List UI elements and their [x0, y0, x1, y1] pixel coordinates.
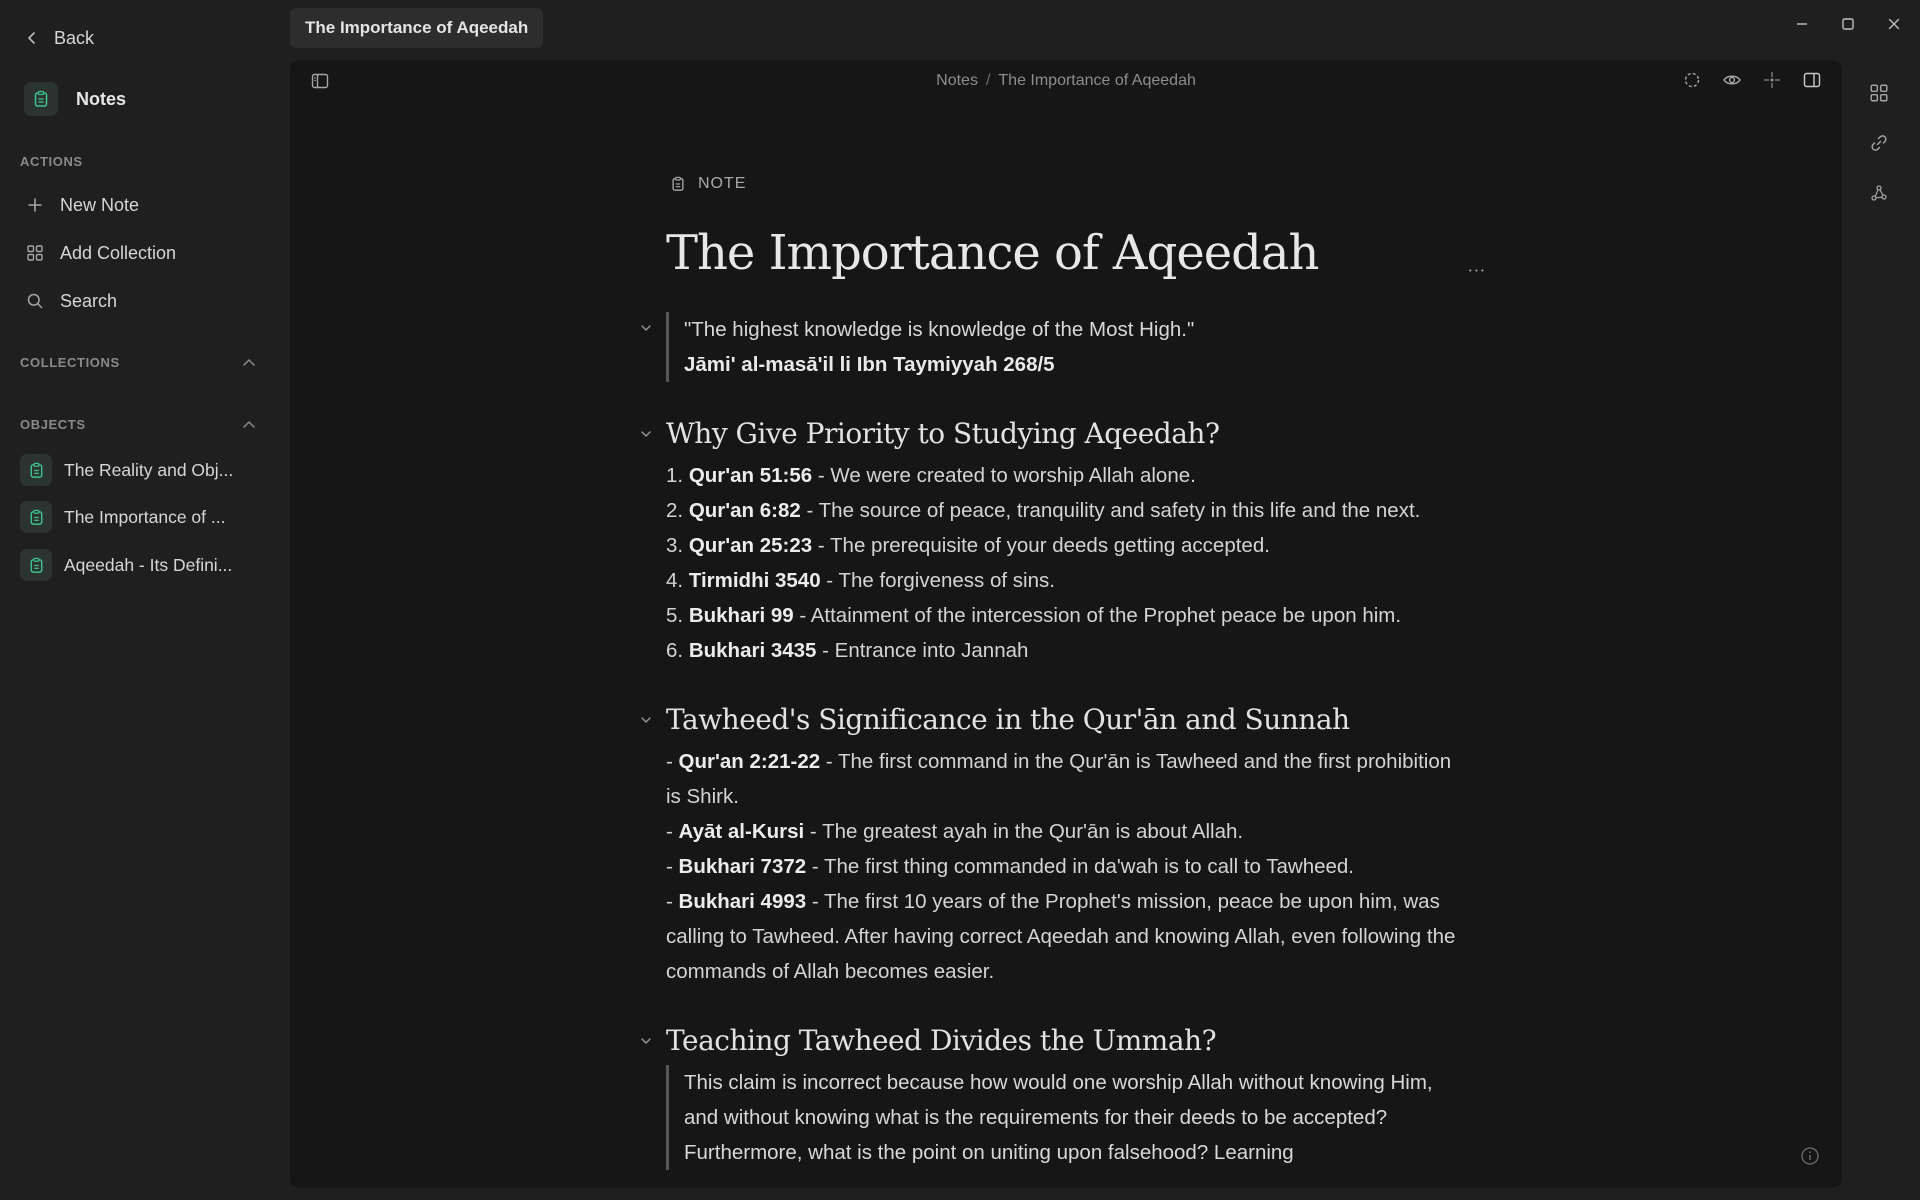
panel-toolbar: [290, 60, 1842, 102]
quote-source: Jāmi' al-masā'il li Ibn Taymiyyah 268/5: [684, 353, 1055, 376]
minimize-icon: [1794, 16, 1810, 32]
section-heading: Why Give Priority to Studying Aqeedah?: [666, 417, 1220, 450]
app-notes-label: Notes: [76, 88, 127, 109]
object-item-label: Aqeedah - Its Defini...: [64, 554, 233, 575]
section-heading: Teaching Tawheed Divides the Ummah?: [666, 1024, 1217, 1057]
note-icon: [20, 454, 52, 486]
search-label: Search: [60, 290, 118, 311]
page-title[interactable]: [666, 218, 1506, 288]
section-tawheed-significance[interactable]: [666, 700, 1506, 989]
backlinks-button[interactable]: [1868, 132, 1890, 154]
numbered-list: [666, 458, 1506, 668]
collections-section-title: COLLECTIONS: [20, 355, 120, 370]
list-item: 2. Qur'an 6:82 - The source of peace, tranquility and safety in this life and the next.: [666, 499, 1421, 522]
right-panel-icon: [1802, 71, 1822, 89]
section-why-priority[interactable]: [666, 414, 1506, 668]
list-item: 1. Qur'an 51:56 - We were created to worship Allah alone.: [666, 464, 1196, 487]
new-note-label: New Note: [60, 194, 140, 215]
close-button[interactable]: [1884, 14, 1904, 34]
quote-block[interactable]: [666, 312, 1506, 382]
quote-text: This claim is incorrect because how would one worship Allah without knowing Him, and without knowing what is the requirements for their deeds to be accepted? Furthermore, what is the point on uniting upon falsehood? Learning: [684, 1071, 1433, 1164]
list-item: 6. Bukhari 3435 - Entrance into Jannah: [666, 639, 1029, 662]
chevron-up-icon[interactable]: [240, 354, 258, 372]
note-icon: [20, 549, 52, 581]
minimize-button[interactable]: [1792, 14, 1812, 34]
right-panel-toggle-button[interactable]: [1802, 70, 1822, 90]
doc-type-label: NOTE: [698, 175, 747, 192]
add-collection-label: Add Collection: [60, 242, 177, 263]
section-heading: Tawheed's Significance in the Qur'ān and Sunnah: [666, 703, 1350, 736]
link-icon: [1869, 133, 1889, 153]
dashed-circle-icon: [1683, 71, 1701, 89]
widgets-button[interactable]: [1868, 82, 1890, 104]
panel-tools: [1682, 70, 1822, 90]
note-icon: [20, 501, 52, 533]
more-options-button[interactable]: ···: [1467, 261, 1486, 280]
close-icon: [1886, 16, 1902, 32]
chevron-down-icon[interactable]: [638, 1033, 654, 1049]
quote: [666, 1065, 1466, 1170]
actions-section-title: ACTIONS: [20, 154, 83, 169]
section-divides-ummah[interactable]: [666, 1021, 1506, 1170]
chevron-left-icon: [24, 30, 40, 46]
list-item: 3. Qur'an 25:23 - The prerequisite of your deeds getting accepted.: [666, 534, 1270, 557]
object-item[interactable]: [20, 499, 256, 535]
grid-icon: [26, 244, 44, 262]
list-item: 5. Bukhari 99 - Attainment of the intercession of the Prophet peace be upon him.: [666, 604, 1402, 627]
chevron-up-icon[interactable]: [240, 416, 258, 434]
graph-icon: [1869, 183, 1889, 203]
notes-app-icon: [24, 82, 58, 116]
breadcrumb-separator: /: [985, 72, 991, 89]
new-note-button[interactable]: [26, 190, 139, 220]
list-item: - Qur'an 2:21-22 - The first command in the Qur'ān is Tawheed and the first prohibition is Shirk.: [666, 750, 1452, 808]
back-label: Back: [54, 27, 95, 48]
chevron-down-icon[interactable]: [638, 712, 654, 728]
preview-button[interactable]: [1722, 70, 1742, 90]
focus-icon: [1763, 71, 1781, 89]
search-icon: [26, 292, 44, 310]
object-item[interactable]: [20, 547, 256, 583]
eye-icon: [1722, 71, 1742, 89]
quote-text: "The highest knowledge is knowledge of the Most High.": [684, 318, 1195, 341]
info-icon[interactable]: [1800, 1146, 1820, 1166]
search-button[interactable]: [26, 286, 117, 316]
maximize-icon: [1840, 16, 1856, 32]
list-item: 4. Tirmidhi 3540 - The forgiveness of sins.: [666, 569, 1055, 592]
objects-section-title: OBJECTS: [20, 417, 86, 432]
doc-type: [670, 172, 1506, 196]
tab-title: The Importance of Aqeedah: [305, 18, 529, 37]
breadcrumb-current: The Importance of Aqeedah: [998, 72, 1196, 89]
app-notes[interactable]: [24, 82, 126, 116]
maximize-button[interactable]: [1838, 14, 1858, 34]
note-document: [666, 172, 1506, 1170]
plus-icon: [26, 196, 44, 214]
chevron-down-icon[interactable]: [638, 320, 654, 336]
list-item: - Bukhari 4993 - The first 10 years of the Prophet's mission, peace be upon him, was calling to Tawheed. After having correct Aqeedah and knowing Allah, even following the commands of Allah becomes easier.: [666, 890, 1456, 983]
breadcrumb-root[interactable]: Notes: [936, 72, 978, 89]
back-button[interactable]: [24, 24, 94, 52]
list-item: - Bukhari 7372 - The first thing commanded in da'wah is to call to Tawheed.: [666, 855, 1354, 878]
object-item[interactable]: [20, 452, 256, 488]
graph-button[interactable]: [1868, 182, 1890, 204]
note-icon: [670, 176, 686, 192]
window-controls: [1792, 14, 1904, 34]
focus-button[interactable]: [1762, 70, 1782, 90]
editor-panel: [290, 60, 1842, 1188]
chevron-down-icon[interactable]: [638, 426, 654, 442]
bullet-list: [666, 744, 1466, 989]
add-collection-button[interactable]: [26, 238, 176, 268]
grid-icon: [1869, 83, 1889, 103]
breadcrumb: [290, 72, 1842, 90]
object-item-label: The Reality and Obj...: [64, 459, 234, 480]
list-item: - Ayāt al-Kursi - The greatest ayah in the Qur'ān is about Allah.: [666, 820, 1244, 843]
quote: [666, 312, 1506, 382]
tab-current-note[interactable]: [290, 8, 543, 48]
object-item-label: The Importance of ...: [64, 506, 226, 527]
sidebar: [0, 0, 290, 1200]
page-title-text: The Importance of Aqeedah: [666, 225, 1319, 281]
sync-status-button[interactable]: [1682, 70, 1702, 90]
